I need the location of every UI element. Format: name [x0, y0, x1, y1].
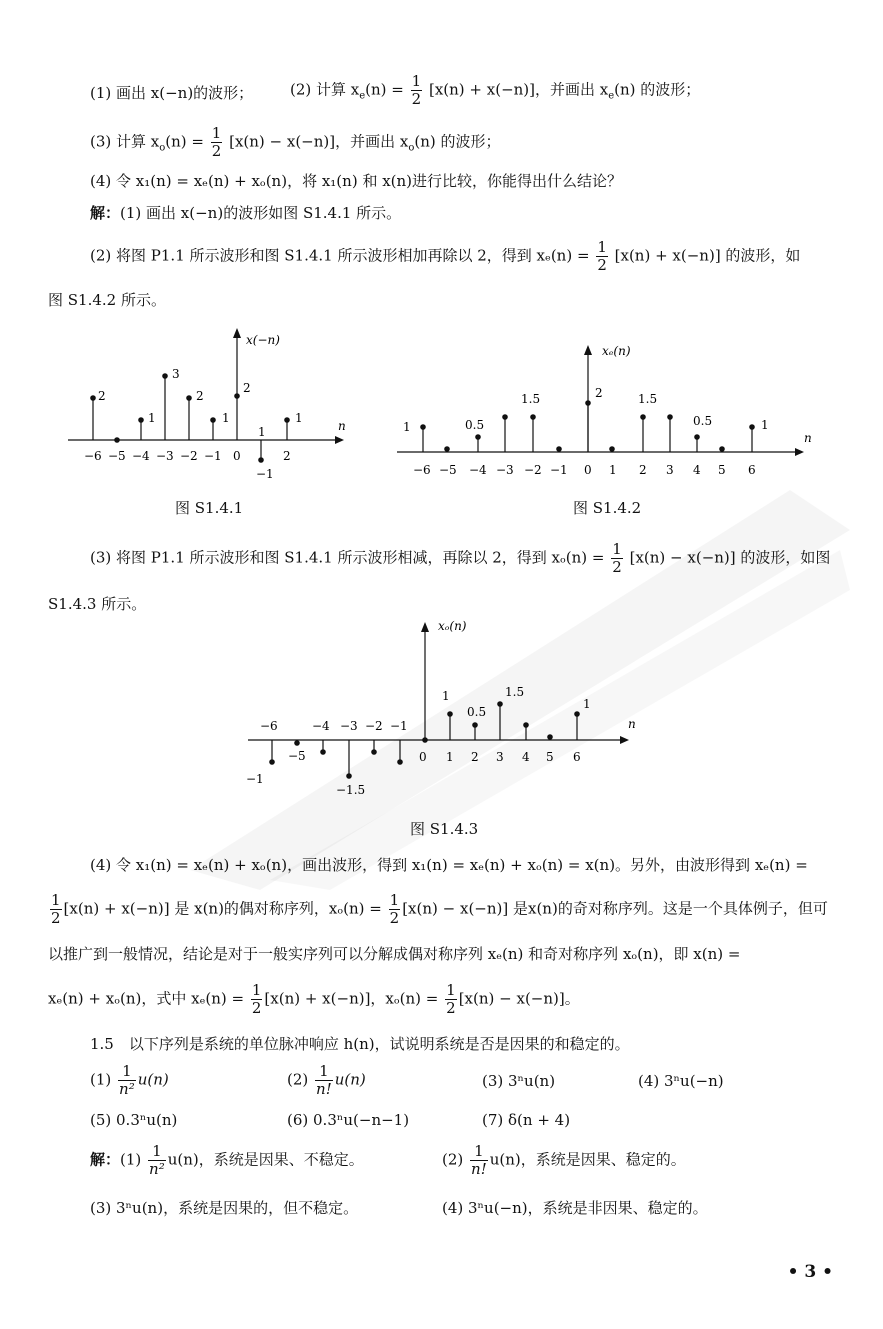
fig3-tick: 2 — [471, 750, 479, 764]
solution-4-line-a: (4) 令 x₁(n) = xₑ(n) + xₒ(n)，画出波形，得到 x₁(n) = xₑ(n) + xₒ(n) = x(n)。另外，由波形得到 xₑ(n) = — [90, 856, 808, 874]
fig2-tick: −5 — [439, 463, 457, 477]
fig3-tick: −3 — [340, 719, 358, 733]
fig3-caption: 图 S1.4.3 — [410, 820, 479, 838]
fig3-value: 1 — [442, 689, 450, 703]
fig1-tick: −5 — [108, 449, 126, 463]
fig3-tick: 1 — [446, 750, 454, 764]
fig3-tick: −4 — [312, 719, 330, 733]
fig1-xlabel: n — [338, 419, 346, 433]
fig2-tick: 0 — [584, 463, 592, 477]
fig3-tick: −5 — [288, 749, 306, 763]
fig1-value: 1 — [222, 411, 230, 425]
solution-3-line-a: (3) 将图 P1.1 所示波形和图 S1.4.1 所示波形相减，再除以 2，得到 xₒ(n) = $\frac{1}{2}$ [x(n) − x(−n)] 的波形，如图 — [90, 540, 831, 576]
figure-s1-4-3 — [240, 612, 640, 802]
fig2-tick: −1 — [550, 463, 568, 477]
fig2-value: 1.5 — [521, 392, 541, 406]
question-1-5-title: 1.5 以下序列是系统的单位脉冲响应 h(n)，试说明系统是否是因果的和稳定的。 — [90, 1035, 630, 1053]
fig2-caption: 图 S1.4.2 — [573, 499, 642, 517]
fig3-tick: 0 — [419, 750, 427, 764]
fig3-ylabel: xₒ(n) — [438, 619, 467, 633]
fig3-tick: −2 — [365, 719, 383, 733]
fig2-value: 0.5 — [465, 418, 485, 432]
solution-1-5-answer-3: (3) 3ⁿu(n)，系统是因果的，但不稳定。 — [90, 1199, 359, 1217]
q15-option-3: (3) 3ⁿu(n) — [482, 1072, 556, 1090]
fig2-tick: 3 — [666, 463, 674, 477]
solution-4-line-c: 以推广到一般情况，结论是对于一般实序列可以分解成偶对称序列 xₑ(n) 和奇对称序列 xₒ(n)，即 x(n) = — [48, 945, 741, 963]
fig2-tick: 5 — [718, 463, 726, 477]
fig3-value: −1.5 — [336, 783, 366, 797]
fig1-value: 2 — [196, 389, 204, 403]
fig1-value: 2 — [243, 381, 251, 395]
solution-4-line-b: $\frac{1}{2}$ [x(n) + x(−n)] 是 x(n)的偶对称序列，xₒ(n) = $\frac{1}{2}$ [x(n) − x(−n)] 是x(n)的奇对称序列。这是一个具体例子，但可 — [51, 891, 828, 927]
q15-option-2: (2) $\frac{1}{n!}$ u(n) — [287, 1062, 366, 1098]
q15-option-5: (5) 0.3ⁿu(n) — [90, 1111, 178, 1129]
fig2-tick: −6 — [413, 463, 431, 477]
question-part-2: (2) 计算 $x_e(n)$ = $\frac{1}{2}$ [x(n) + x(−n)]，并画出 $x_e(n)$ 的波形； — [290, 72, 701, 108]
fig3-value: 1.5 — [505, 685, 525, 699]
solution-3-line-b: S1.4.3 所示。 — [48, 595, 147, 613]
page-number: • 3 • — [787, 1262, 833, 1282]
fig1-tick: 2 — [283, 449, 291, 463]
solution-1-5-line-1: 解：(1) $\frac{1}{\text{n²}}$ u(n)，系统是因果、不稳定。 — [90, 1142, 364, 1178]
q15-option-4: (4) 3ⁿu(−n) — [638, 1072, 724, 1090]
fig2-value: 1 — [403, 420, 411, 434]
solution-2-line-b: 图 S1.4.2 所示。 — [48, 291, 166, 309]
question-part-1: (1) 画出 x(−n)的波形； — [90, 84, 254, 102]
fig3-value: −1 — [246, 772, 264, 786]
q15-option-6: (6) 0.3ⁿu(−n−1) — [287, 1111, 410, 1129]
fig3-value: 0.5 — [467, 705, 487, 719]
figure-s1-4-2 — [395, 335, 825, 485]
fig3-tick: 6 — [573, 750, 581, 764]
fig2-tick: −3 — [496, 463, 514, 477]
fig1-value: 1 — [148, 411, 156, 425]
fig1-ylabel: x(−n) — [246, 333, 280, 347]
q15-option-1: (1) $\frac{1}{\text{n²}}$ u(n) — [90, 1062, 169, 1098]
fig1-tick: −3 — [156, 449, 174, 463]
solution-1-5-answer-4: (4) 3ⁿu(−n)，系统是非因果、稳定的。 — [442, 1199, 708, 1217]
fig1-tick: −2 — [180, 449, 198, 463]
solution-1-5-answer-2: (2) $\frac{1}{n!}$ u(n)，系统是因果、稳定的。 — [442, 1142, 686, 1178]
fig2-tick: 1 — [609, 463, 617, 477]
fig1-value: −1 — [256, 467, 274, 481]
fig2-value: 2 — [595, 386, 603, 400]
question-part-4: (4) 令 x₁(n) = xₑ(n) + xₒ(n)，将 x₁(n) 和 x(n)进行比较，你能得出什么结论？ — [90, 172, 623, 190]
fig2-value: 1.5 — [638, 392, 658, 406]
fig1-value: 2 — [98, 389, 106, 403]
fig2-value: 1 — [761, 418, 769, 432]
q15-option-7: (7) δ(n + 4) — [482, 1111, 571, 1129]
fig3-tick: 3 — [496, 750, 504, 764]
fig2-xlabel: n — [804, 431, 812, 445]
fig2-tick: 6 — [748, 463, 756, 477]
fig3-tick: 5 — [546, 750, 554, 764]
fig1-tick: −1 — [204, 449, 222, 463]
fig3-tick: −1 — [390, 719, 408, 733]
figure-s1-4-1 — [60, 320, 360, 490]
fig2-tick: −4 — [469, 463, 487, 477]
fig3-xlabel: n — [628, 717, 636, 731]
fig2-value: 0.5 — [693, 414, 713, 428]
fig1-value: 1 — [258, 425, 266, 439]
fig1-value: 3 — [172, 367, 180, 381]
fig2-ylabel: xₑ(n) — [602, 344, 631, 358]
question-part-3: (3) 计算 $x_o(n)$ = $\frac{1}{2}$ [x(n) − x(−n)]，并画出 $x_o(n)$ 的波形； — [90, 124, 501, 160]
fig2-tick: 2 — [639, 463, 647, 477]
fig1-caption: 图 S1.4.1 — [175, 499, 244, 517]
fig1-tick: −4 — [132, 449, 150, 463]
fig3-tick: −6 — [260, 719, 278, 733]
solution-4-line-d: xₑ(n) + xₒ(n)，式中 xₑ(n) = $\frac{1}{2}$ [x(n) + x(−n)]，xₒ(n) = $\frac{1}{2}$ [x(n) − x(−n)]。 — [48, 981, 580, 1017]
fig2-tick: 4 — [693, 463, 701, 477]
fig1-value: 1 — [295, 411, 303, 425]
fig3-tick: 4 — [522, 750, 530, 764]
fig1-tick: −6 — [84, 449, 102, 463]
solution-2-line-a: (2) 将图 P1.1 所示波形和图 S1.4.1 所示波形相加再除以 2，得到 xₑ(n) = $\frac{1}{2}$ [x(n) + x(−n)] 的波形，如 — [90, 238, 801, 274]
fig2-tick: −2 — [524, 463, 542, 477]
solution-1: 解：(1) 画出 x(−n)的波形如图 S1.4.1 所示。 — [90, 204, 402, 222]
fig1-tick: 0 — [233, 449, 241, 463]
fig3-value: 1 — [583, 697, 591, 711]
